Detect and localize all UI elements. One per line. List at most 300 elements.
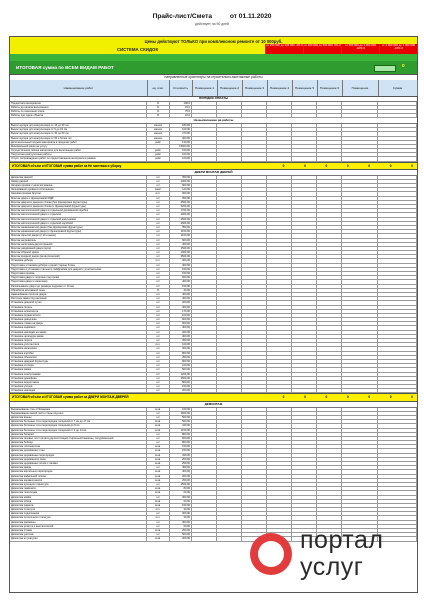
quantity-cell[interactable] [342,441,378,444]
quantity-cell[interactable] [192,301,217,304]
quantity-cell[interactable] [242,352,267,355]
quantity-cell[interactable] [292,234,317,237]
quantity-cell[interactable] [217,483,242,486]
quantity-cell[interactable] [342,222,378,225]
quantity-cell[interactable] [217,373,242,376]
quantity-cell[interactable] [217,239,242,242]
quantity-cell[interactable] [192,222,217,225]
quantity-cell[interactable] [267,454,292,457]
quantity-cell[interactable] [242,230,267,233]
quantity-cell[interactable] [192,429,217,432]
quantity-cell[interactable] [217,385,242,388]
quantity-cell[interactable] [292,322,317,325]
quantity-cell[interactable] [192,289,217,292]
quantity-cell[interactable] [192,318,217,321]
quantity-cell[interactable] [192,124,217,127]
quantity-cell[interactable] [242,301,267,304]
quantity-cell[interactable] [192,106,217,109]
quantity-cell[interactable] [317,137,342,140]
quantity-cell[interactable] [342,285,378,288]
quantity-cell[interactable] [342,209,378,212]
quantity-cell[interactable] [192,335,217,338]
quantity-cell[interactable] [292,508,317,511]
quantity-cell[interactable] [267,352,292,355]
quantity-cell[interactable] [217,512,242,515]
quantity-cell[interactable] [242,445,267,448]
quantity-cell[interactable] [317,470,342,473]
quantity-cell[interactable] [217,433,242,436]
quantity-cell[interactable] [192,512,217,515]
quantity-cell[interactable] [292,184,317,187]
quantity-cell[interactable] [292,192,317,195]
quantity-cell[interactable] [242,381,267,384]
quantity-cell[interactable] [217,381,242,384]
quantity-cell[interactable] [342,479,378,482]
quantity-cell[interactable] [267,272,292,275]
quantity-cell[interactable] [292,408,317,411]
quantity-cell[interactable] [192,297,217,300]
quantity-cell[interactable] [267,184,292,187]
quantity-cell[interactable] [317,149,342,152]
quantity-cell[interactable] [192,462,217,465]
quantity-cell[interactable] [217,213,242,216]
quantity-cell[interactable] [217,500,242,503]
quantity-cell[interactable] [242,368,267,371]
quantity-cell[interactable] [217,218,242,221]
quantity-cell[interactable] [217,128,242,131]
quantity-cell[interactable] [192,157,217,160]
quantity-cell[interactable] [217,335,242,338]
quantity-cell[interactable] [267,326,292,329]
quantity-cell[interactable] [192,475,217,478]
quantity-cell[interactable] [267,209,292,212]
quantity-cell[interactable] [192,188,217,191]
quantity-cell[interactable] [342,466,378,469]
quantity-cell[interactable] [317,106,342,109]
quantity-cell[interactable] [192,458,217,461]
quantity-cell[interactable] [192,201,217,204]
quantity-cell[interactable] [217,356,242,359]
quantity-cell[interactable] [317,145,342,148]
quantity-cell[interactable] [292,466,317,469]
quantity-cell[interactable] [267,420,292,423]
quantity-cell[interactable] [317,487,342,490]
quantity-cell[interactable] [342,381,378,384]
quantity-cell[interactable] [217,521,242,524]
quantity-cell[interactable] [242,483,267,486]
quantity-cell[interactable] [217,180,242,183]
quantity-cell[interactable] [342,449,378,452]
quantity-cell[interactable] [217,272,242,275]
quantity-cell[interactable] [192,272,217,275]
quantity-cell[interactable] [192,441,217,444]
quantity-cell[interactable] [342,259,378,262]
quantity-cell[interactable] [217,347,242,350]
quantity-cell[interactable] [192,184,217,187]
quantity-cell[interactable] [292,201,317,204]
quantity-cell[interactable] [292,102,317,105]
quantity-cell[interactable] [242,226,267,229]
quantity-cell[interactable] [217,466,242,469]
quantity-cell[interactable] [267,356,292,359]
quantity-cell[interactable] [342,487,378,490]
quantity-cell[interactable] [242,433,267,436]
quantity-cell[interactable] [292,226,317,229]
quantity-cell[interactable] [317,368,342,371]
quantity-cell[interactable] [342,373,378,376]
quantity-cell[interactable] [292,259,317,262]
quantity-cell[interactable] [292,389,317,392]
quantity-cell[interactable] [267,377,292,380]
quantity-cell[interactable] [192,326,217,329]
quantity-cell[interactable] [342,454,378,457]
quantity-cell[interactable] [292,251,317,254]
quantity-cell[interactable] [192,516,217,519]
quantity-cell[interactable] [192,479,217,482]
quantity-cell[interactable] [317,441,342,444]
quantity-cell[interactable] [217,412,242,415]
quantity-cell[interactable] [192,368,217,371]
quantity-cell[interactable] [242,272,267,275]
quantity-cell[interactable] [192,454,217,457]
quantity-cell[interactable] [242,441,267,444]
quantity-cell[interactable] [217,496,242,499]
quantity-cell[interactable] [192,205,217,208]
quantity-cell[interactable] [317,433,342,436]
quantity-cell[interactable] [242,389,267,392]
quantity-cell[interactable] [217,491,242,494]
quantity-cell[interactable] [317,110,342,113]
quantity-cell[interactable] [217,437,242,440]
quantity-cell[interactable] [317,259,342,262]
quantity-cell[interactable] [267,239,292,242]
quantity-cell[interactable] [267,462,292,465]
quantity-cell[interactable] [192,306,217,309]
quantity-cell[interactable] [292,416,317,419]
quantity-cell[interactable] [317,251,342,254]
quantity-cell[interactable] [292,218,317,221]
quantity-cell[interactable] [317,462,342,465]
quantity-cell[interactable] [267,500,292,503]
quantity-cell[interactable] [317,268,342,271]
quantity-cell[interactable] [267,259,292,262]
quantity-cell[interactable] [292,230,317,233]
quantity-cell[interactable] [292,433,317,436]
quantity-cell[interactable] [317,331,342,334]
quantity-cell[interactable] [192,420,217,423]
quantity-cell[interactable] [267,441,292,444]
quantity-cell[interactable] [217,360,242,363]
quantity-cell[interactable] [317,500,342,503]
quantity-cell[interactable] [242,293,267,296]
quantity-cell[interactable] [242,213,267,216]
quantity-cell[interactable] [242,157,267,160]
quantity-cell[interactable] [192,487,217,490]
quantity-cell[interactable] [317,512,342,515]
quantity-cell[interactable] [342,364,378,367]
quantity-cell[interactable] [217,132,242,135]
quantity-cell[interactable] [267,192,292,195]
quantity-cell[interactable] [317,184,342,187]
quantity-cell[interactable] [192,408,217,411]
quantity-cell[interactable] [192,176,217,179]
quantity-cell[interactable] [292,209,317,212]
quantity-cell[interactable] [267,433,292,436]
quantity-cell[interactable] [292,222,317,225]
quantity-cell[interactable] [217,124,242,127]
quantity-cell[interactable] [242,420,267,423]
quantity-cell[interactable] [192,128,217,131]
quantity-cell[interactable] [342,339,378,342]
quantity-cell[interactable] [267,408,292,411]
quantity-cell[interactable] [192,483,217,486]
quantity-cell[interactable] [217,462,242,465]
quantity-cell[interactable] [192,314,217,317]
quantity-cell[interactable] [342,500,378,503]
quantity-cell[interactable] [342,433,378,436]
quantity-cell[interactable] [292,297,317,300]
quantity-cell[interactable] [242,314,267,317]
quantity-cell[interactable] [317,310,342,313]
quantity-cell[interactable] [217,458,242,461]
quantity-cell[interactable] [342,226,378,229]
quantity-cell[interactable] [217,364,242,367]
quantity-cell[interactable] [292,356,317,359]
quantity-cell[interactable] [217,508,242,511]
quantity-cell[interactable] [342,504,378,507]
quantity-cell[interactable] [267,285,292,288]
quantity-cell[interactable] [292,441,317,444]
quantity-cell[interactable] [242,500,267,503]
quantity-cell[interactable] [292,306,317,309]
quantity-cell[interactable] [267,479,292,482]
quantity-cell[interactable] [342,280,378,283]
quantity-cell[interactable] [192,496,217,499]
quantity-cell[interactable] [242,356,267,359]
quantity-cell[interactable] [242,458,267,461]
quantity-cell[interactable] [317,280,342,283]
quantity-cell[interactable] [217,339,242,342]
quantity-cell[interactable] [192,356,217,359]
quantity-cell[interactable] [317,445,342,448]
quantity-cell[interactable] [317,424,342,427]
quantity-cell[interactable] [217,449,242,452]
quantity-cell[interactable] [192,132,217,135]
quantity-cell[interactable] [292,352,317,355]
quantity-cell[interactable] [292,289,317,292]
quantity-cell[interactable] [292,364,317,367]
quantity-cell[interactable] [317,483,342,486]
quantity-cell[interactable] [192,449,217,452]
quantity-cell[interactable] [292,243,317,246]
quantity-cell[interactable] [267,180,292,183]
quantity-cell[interactable] [292,141,317,144]
quantity-cell[interactable] [242,516,267,519]
quantity-cell[interactable] [292,381,317,384]
quantity-cell[interactable] [242,297,267,300]
quantity-cell[interactable] [342,343,378,346]
quantity-cell[interactable] [242,508,267,511]
quantity-cell[interactable] [267,322,292,325]
quantity-cell[interactable] [242,106,267,109]
quantity-cell[interactable] [317,437,342,440]
quantity-cell[interactable] [267,106,292,109]
quantity-cell[interactable] [192,529,217,532]
quantity-cell[interactable] [192,377,217,380]
quantity-cell[interactable] [242,280,267,283]
quantity-cell[interactable] [242,145,267,148]
quantity-cell[interactable] [242,201,267,204]
quantity-cell[interactable] [292,137,317,140]
quantity-cell[interactable] [342,184,378,187]
quantity-cell[interactable] [342,176,378,179]
quantity-cell[interactable] [192,525,217,528]
quantity-cell[interactable] [292,449,317,452]
quantity-cell[interactable] [192,153,217,156]
quantity-cell[interactable] [317,157,342,160]
quantity-cell[interactable] [217,408,242,411]
quantity-cell[interactable] [192,437,217,440]
quantity-cell[interactable] [192,276,217,279]
quantity-cell[interactable] [242,310,267,313]
quantity-cell[interactable] [242,247,267,250]
quantity-cell[interactable] [217,352,242,355]
quantity-cell[interactable] [192,373,217,376]
quantity-cell[interactable] [317,458,342,461]
quantity-cell[interactable] [192,470,217,473]
quantity-cell[interactable] [317,466,342,469]
quantity-cell[interactable] [317,496,342,499]
quantity-cell[interactable] [192,412,217,415]
quantity-cell[interactable] [217,157,242,160]
quantity-cell[interactable] [267,188,292,191]
quantity-cell[interactable] [217,192,242,195]
quantity-cell[interactable] [192,343,217,346]
quantity-cell[interactable] [192,347,217,350]
quantity-cell[interactable] [267,310,292,313]
quantity-cell[interactable] [342,326,378,329]
quantity-cell[interactable] [242,234,267,237]
quantity-cell[interactable] [342,251,378,254]
quantity-cell[interactable] [317,141,342,144]
quantity-cell[interactable] [292,310,317,313]
quantity-cell[interactable] [292,247,317,250]
quantity-cell[interactable] [192,500,217,503]
quantity-cell[interactable] [217,529,242,532]
quantity-cell[interactable] [242,475,267,478]
quantity-cell[interactable] [292,347,317,350]
quantity-cell[interactable] [217,314,242,317]
quantity-cell[interactable] [292,454,317,457]
quantity-cell[interactable] [342,475,378,478]
quantity-cell[interactable] [292,516,317,519]
quantity-cell[interactable] [217,525,242,528]
quantity-cell[interactable] [342,360,378,363]
quantity-cell[interactable] [292,180,317,183]
quantity-cell[interactable] [342,218,378,221]
quantity-cell[interactable] [267,306,292,309]
quantity-cell[interactable] [217,201,242,204]
quantity-cell[interactable] [267,137,292,140]
quantity-cell[interactable] [217,247,242,250]
quantity-cell[interactable] [242,322,267,325]
quantity-cell[interactable] [342,243,378,246]
quantity-cell[interactable] [267,110,292,113]
quantity-cell[interactable] [292,114,317,117]
quantity-cell[interactable] [292,157,317,160]
quantity-cell[interactable] [342,470,378,473]
quantity-cell[interactable] [342,347,378,350]
quantity-cell[interactable] [317,209,342,212]
quantity-cell[interactable] [217,137,242,140]
quantity-cell[interactable] [292,106,317,109]
quantity-cell[interactable] [242,197,267,200]
quantity-cell[interactable] [242,318,267,321]
quantity-cell[interactable] [267,197,292,200]
quantity-cell[interactable] [242,205,267,208]
quantity-cell[interactable] [242,306,267,309]
quantity-cell[interactable] [242,285,267,288]
quantity-cell[interactable] [267,218,292,221]
quantity-cell[interactable] [267,389,292,392]
quantity-cell[interactable] [267,504,292,507]
quantity-cell[interactable] [267,360,292,363]
quantity-cell[interactable] [292,360,317,363]
grand-total-input[interactable] [374,65,396,72]
quantity-cell[interactable] [242,360,267,363]
quantity-cell[interactable] [267,381,292,384]
quantity-cell[interactable] [317,347,342,350]
quantity-cell[interactable] [192,255,217,258]
quantity-cell[interactable] [342,306,378,309]
quantity-cell[interactable] [242,479,267,482]
quantity-cell[interactable] [192,251,217,254]
quantity-cell[interactable] [292,483,317,486]
quantity-cell[interactable] [292,255,317,258]
quantity-cell[interactable] [292,128,317,131]
quantity-cell[interactable] [192,209,217,212]
quantity-cell[interactable] [242,110,267,113]
quantity-cell[interactable] [342,437,378,440]
quantity-cell[interactable] [217,424,242,427]
quantity-cell[interactable] [267,335,292,338]
quantity-cell[interactable] [292,496,317,499]
quantity-cell[interactable] [267,318,292,321]
quantity-cell[interactable] [342,180,378,183]
quantity-cell[interactable] [267,149,292,152]
quantity-cell[interactable] [192,110,217,113]
quantity-cell[interactable] [292,268,317,271]
quantity-cell[interactable] [192,149,217,152]
quantity-cell[interactable] [242,364,267,367]
quantity-cell[interactable] [267,230,292,233]
quantity-cell[interactable] [217,285,242,288]
quantity-cell[interactable] [317,322,342,325]
quantity-cell[interactable] [267,437,292,440]
quantity-cell[interactable] [342,318,378,321]
quantity-cell[interactable] [217,197,242,200]
quantity-cell[interactable] [192,310,217,313]
quantity-cell[interactable] [292,343,317,346]
quantity-cell[interactable] [292,331,317,334]
quantity-cell[interactable] [342,508,378,511]
quantity-cell[interactable] [342,335,378,338]
quantity-cell[interactable] [292,280,317,283]
quantity-cell[interactable] [242,487,267,490]
quantity-cell[interactable] [242,339,267,342]
quantity-cell[interactable] [317,449,342,452]
quantity-cell[interactable] [217,188,242,191]
